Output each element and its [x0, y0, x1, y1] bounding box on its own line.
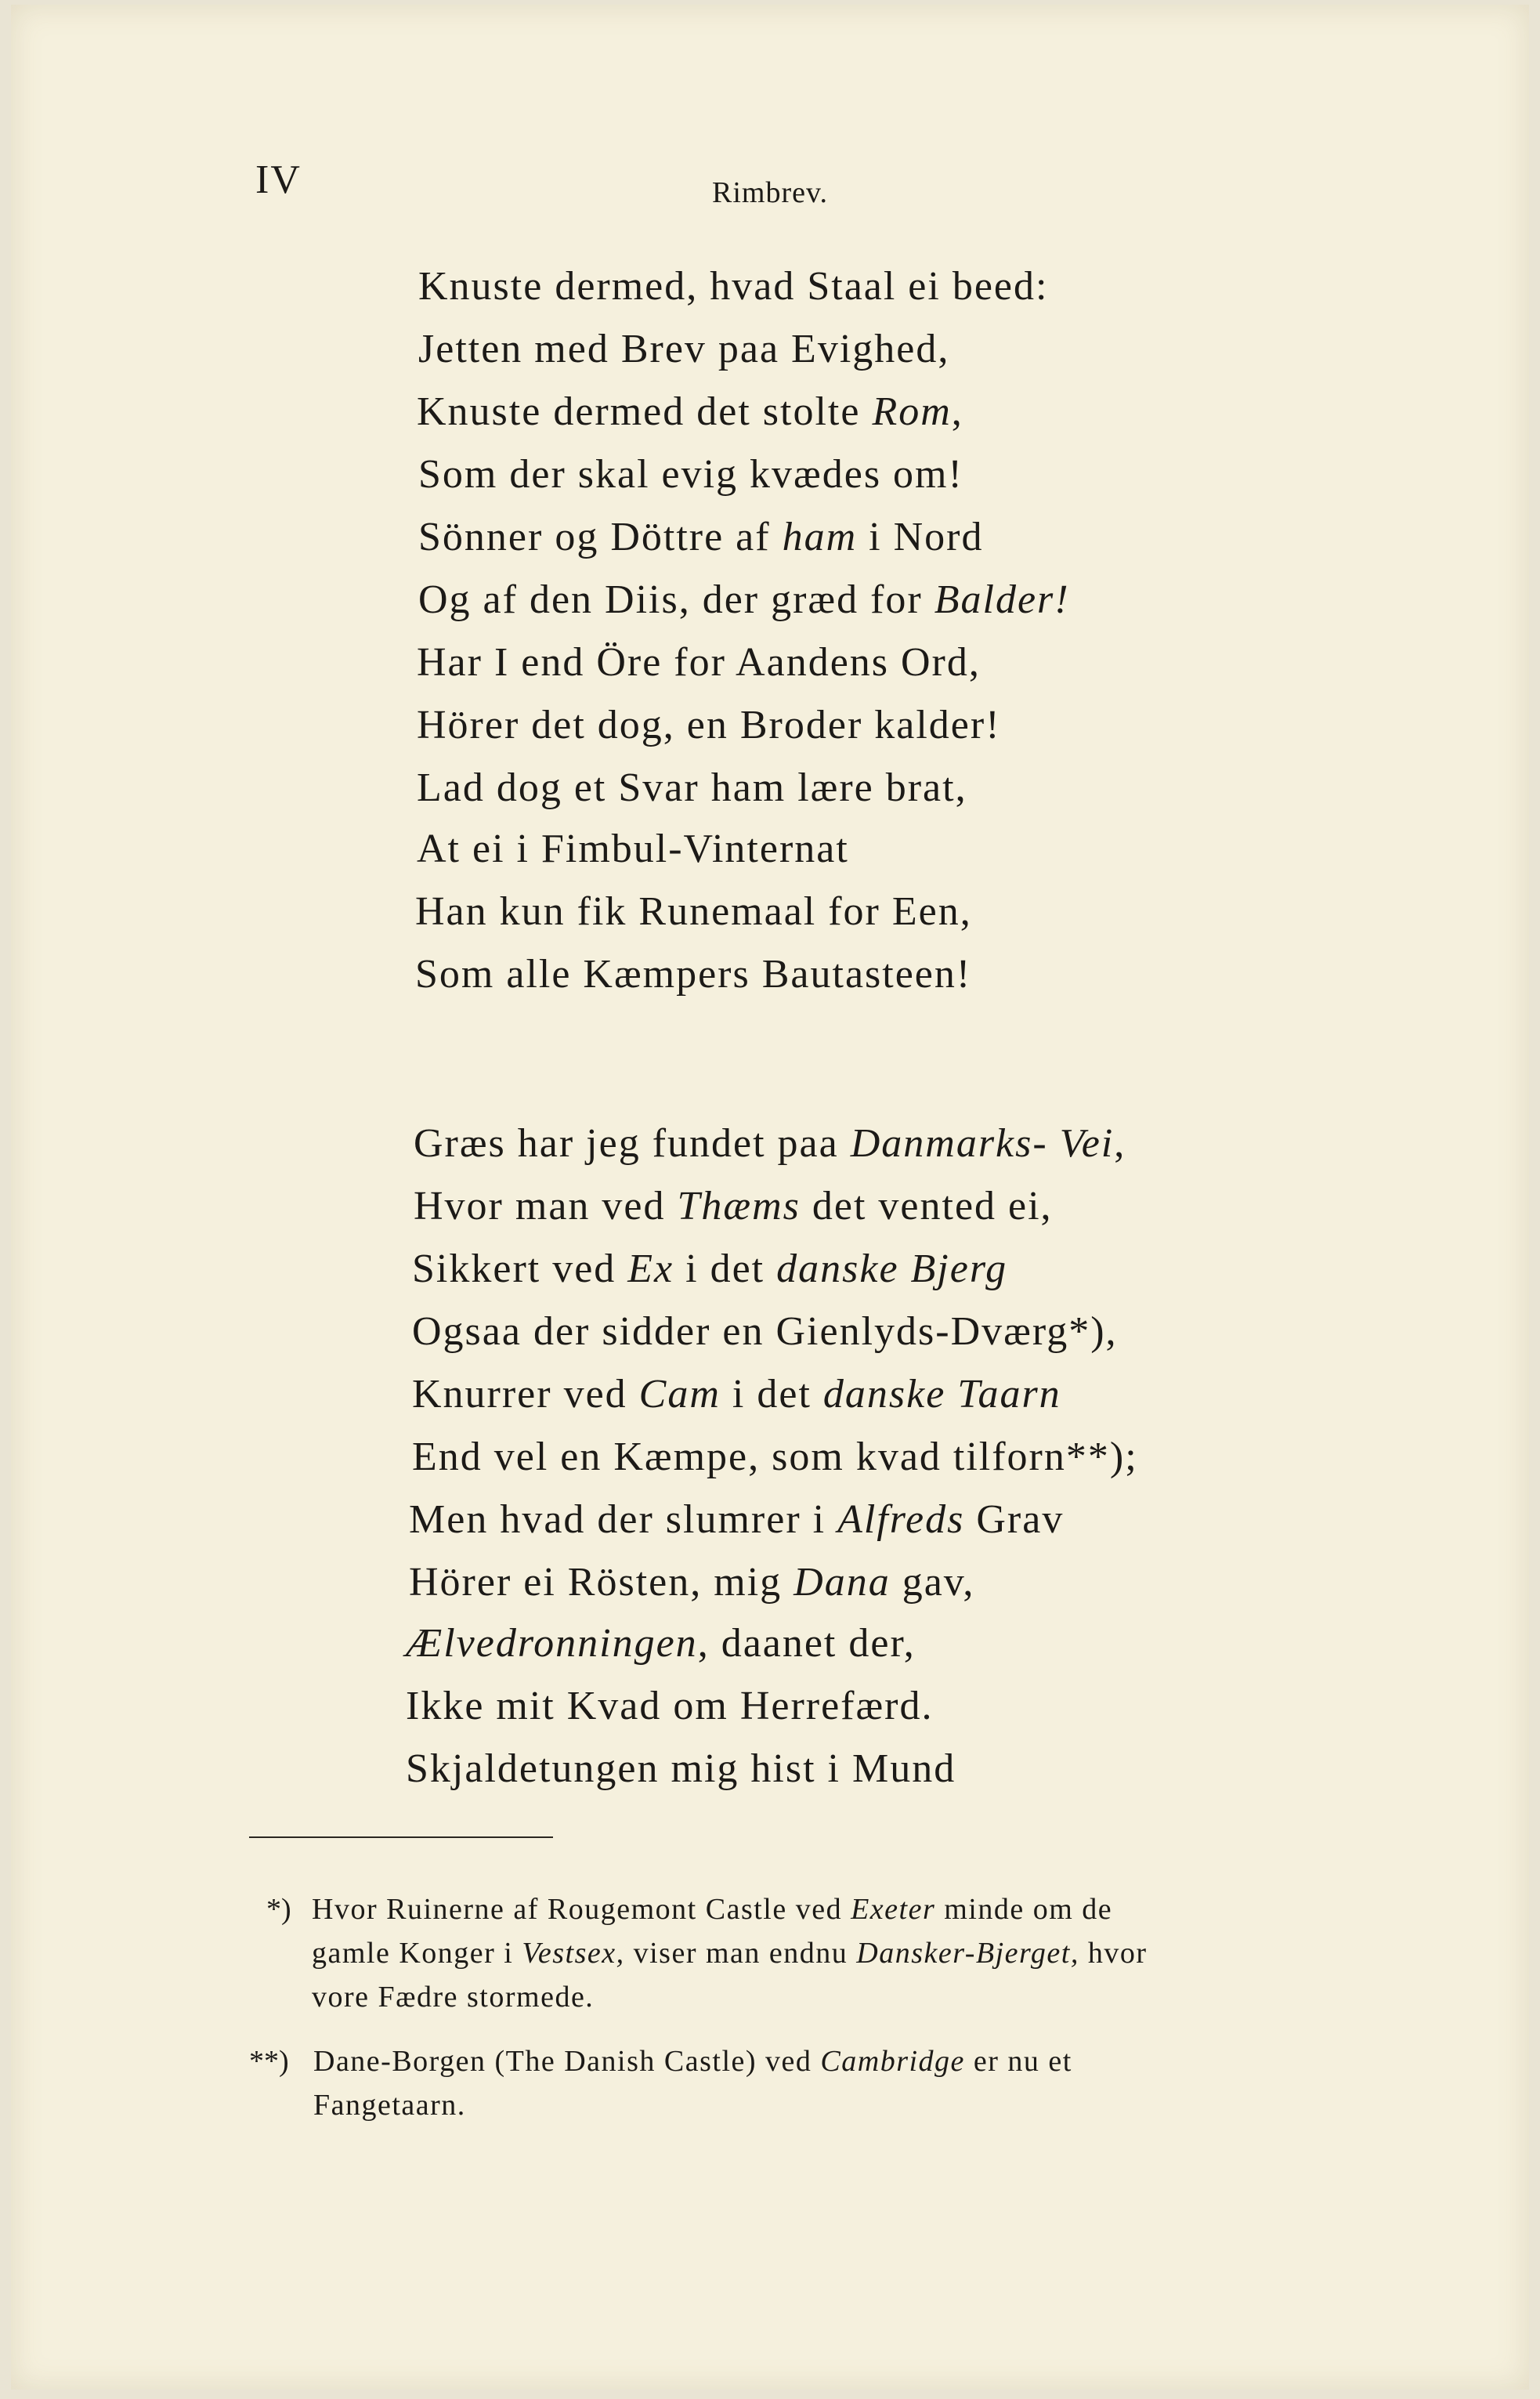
verse-line: Knuste dermed, hvad Staal ei beed:	[418, 264, 1049, 309]
verse-line: Som der skal evig kvædes om!	[418, 452, 963, 497]
verse-line: Sönner og Döttre af ham i Nord	[418, 515, 984, 559]
verse-line: Hörer ei Rösten, mig Dana gav,	[409, 1560, 975, 1605]
verse-line: Græs har jeg fundet paa Danmarks- Vei,	[414, 1121, 1126, 1166]
footnote-rule	[249, 1836, 553, 1838]
footnote-line: Dane-Borgen (The Danish Castle) ved Cambridge er nu et	[313, 2045, 1072, 2078]
verse-line: Knuste dermed det stolte Rom,	[417, 389, 963, 434]
verse-line: End vel en Kæmpe, som kvad tilforn**);	[412, 1435, 1138, 1479]
verse-line: Jetten med Brev paa Evighed,	[418, 327, 950, 371]
verse-line: Ælvedronningen, daanet der,	[406, 1621, 916, 1666]
verse-line: Knurrer ved Cam i det danske Taarn	[412, 1372, 1061, 1417]
verse-line: Ikke mit Kvad om Herrefærd.	[406, 1684, 934, 1728]
verse-line: Men hvad der slumrer i Alfreds Grav	[409, 1497, 1065, 1542]
footnote-line: vore Fædre stormede.	[312, 1981, 595, 2014]
verse-line: At ei i Fimbul-Vinternat	[417, 827, 849, 871]
verse-line: Ogsaa der sidder en Gienlyds-Dværg*),	[412, 1309, 1118, 1354]
verse-line: Hvor man ved Thæms det vented ei,	[414, 1184, 1053, 1228]
footnote-marker: **)	[249, 2045, 289, 2078]
verse-line: Og af den Diis, der græd for Balder!	[418, 577, 1070, 622]
verse-line: Hörer det dog, en Broder kalder!	[417, 703, 1001, 747]
verse-line: Har I end Öre for Aandens Ord,	[417, 640, 981, 685]
verse-line: Som alle Kæmpers Bautasteen!	[415, 952, 972, 997]
footnote-line: Hvor Ruinerne af Rougemont Castle ved Exeter minde om de	[312, 1893, 1113, 1926]
page-number: IV	[255, 157, 302, 202]
running-title: Rimbrev.	[711, 176, 828, 209]
verse-line: Lad dog et Svar ham lære brat,	[417, 765, 967, 810]
footnote-line: Fangetaarn.	[313, 2089, 466, 2122]
footnote-line: gamle Konger i Vestsex, viser man endnu Dansker-Bjerget, hvor	[312, 1937, 1148, 1970]
verse-line: Sikkert ved Ex i det danske Bjerg	[412, 1247, 1008, 1291]
verse-line: Han kun fik Runemaal for Een,	[415, 889, 972, 934]
footnote-marker: *)	[266, 1893, 291, 1926]
verse-line: Skjaldetungen mig hist i Mund	[406, 1746, 956, 1791]
